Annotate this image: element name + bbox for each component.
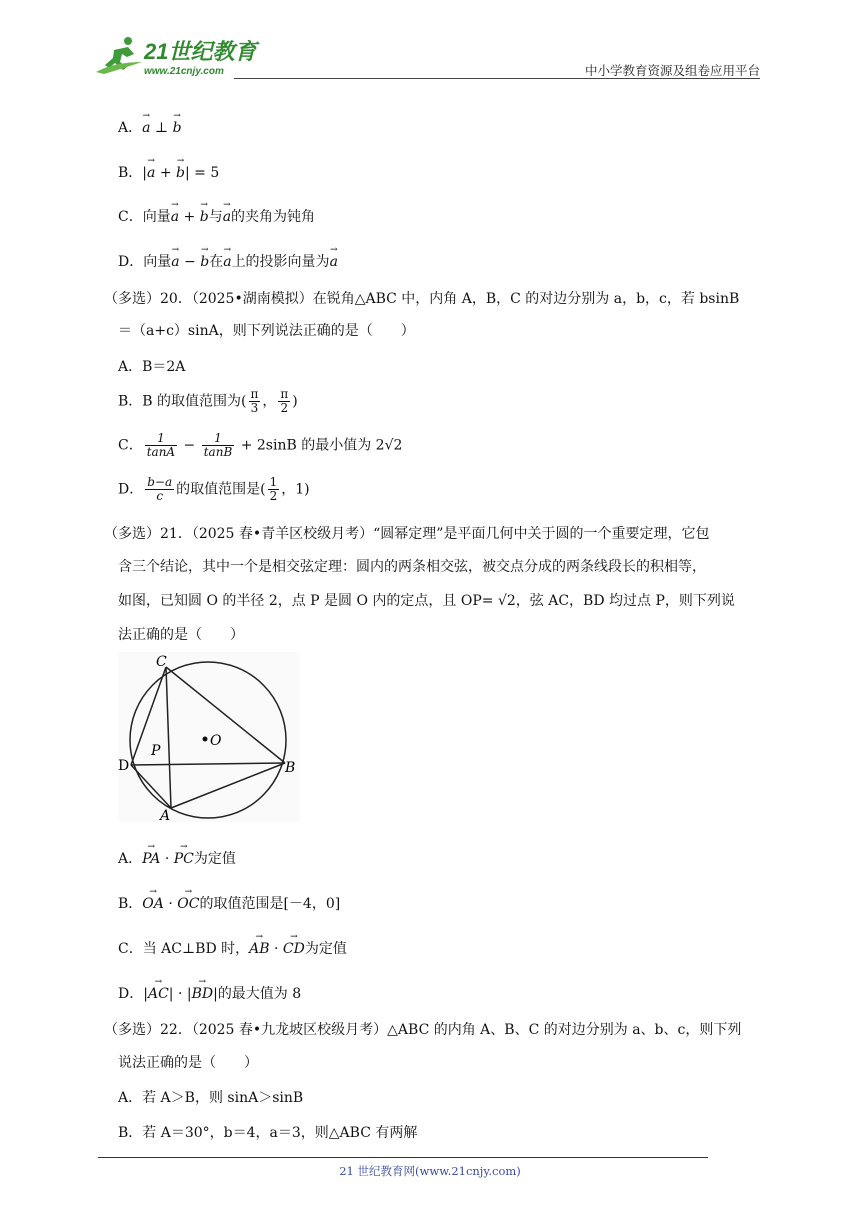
platform-name: 中小学教育资源及组卷应用平台 [584,63,760,78]
q22-stem-line1: （多选）22．（2025 春•九龙坡区校级月考）△ABC 的内角 A、B、C 的对边分别为 a、b、c，则下列 [104,1022,742,1038]
q19-option-c: C．向量→ a + → b与→ a的夹角为钝角 [118,206,315,226]
q21-stem-line4: 法正确的是（ ） [118,627,244,643]
q22-stem-line2: 说法正确的是（ ） [118,1055,258,1071]
site-logo [94,32,264,78]
q21-option-d: D．|→ AC| · |→ BD|的最大值为 8 [118,983,301,1003]
logo-url: www.21cnjy.com [144,66,224,77]
q22-option-a: A．若 A＞B，则 sinA＞sinB [118,1090,304,1106]
label-p: P [151,743,161,759]
q21-stem-line1: （多选）21．（2025 春•青羊区校级月考）“圆幂定理”是平面几何中关于圆的一个重要定理，它包 [104,526,710,542]
q21-option-a: A．→ PA · → PC为定值 [118,848,236,868]
label-c: C [156,654,167,670]
footer-link[interactable]: 21 世纪教育网(www.21cnjy.com) [339,1164,521,1178]
q21-option-c: C．当 AC⊥BD 时，→ AB · → CD为定值 [118,938,347,958]
q19-option-b: B．|→ a + → b| = 5 [118,162,219,182]
q20-option-c: C． $\frac{1}{\tan A}$ − $\frac{1}{\tan B}$ + 2sinB 的最小值为 2√2 [118,431,403,460]
q21-stem-line3: 如图，已知圆 O 的半径 2，点 P 是圆 O 内的定点，且 OP= √2，弦 AC，BD 均过点 P，则下列说 [118,593,735,609]
label-a: A [160,808,171,822]
label-d: D [118,758,130,774]
footer-divider [98,1157,708,1158]
q20-stem-line2: ＝（a+c）sinA，则下列说法正确的是（ ） [118,323,415,339]
q22-option-b: B．若 A＝30°，b＝4，a＝3，则△ABC 有两解 [118,1125,418,1141]
logo-text: 21世纪教育 [144,39,257,64]
label-o: O [210,733,222,749]
q20-option-d: D． $\frac{b-a}{c}$ 的取值范围是( $\frac{1}{2}$ ，1) [118,475,310,504]
label-b: B [285,760,296,776]
page-header [94,30,760,80]
q20-option-b: B．B 的取值范围为( $\frac{\pi}{3}$ ， $\frac{\pi}{2}$ ) [118,387,298,416]
q19-option-a: A．→ a ⊥ → b [118,117,182,137]
q20-option-a: A．B＝2A [118,359,186,375]
q19-option-d: D．向量→ a − → b在→ a上的投影向量为→ a [118,251,338,271]
q21-option-b: B．→ OA · → OC的取值范围是[－4，0] [118,893,340,913]
q20-stem-line1: （多选）20．（2025•湖南模拟）在锐角△ABC 中，内角 A，B，C 的对边分别为 a，b，c，若 bsinB [104,291,740,307]
q21-stem-line2: 含三个结论，其中一个是相交弦定理：圆内的两条相交弦，被交点分成的两条线段长的积相等， [118,559,706,575]
header-divider [234,78,760,79]
circle-chord-figure [118,652,300,822]
